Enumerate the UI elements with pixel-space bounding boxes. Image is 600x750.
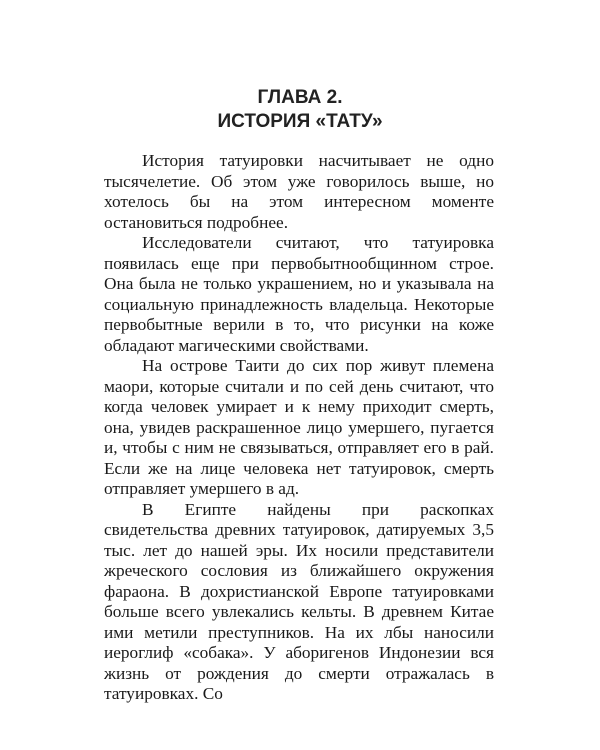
chapter-body	[104, 151, 494, 705]
chapter-title: ИСТОРИЯ «ТАТУ»	[217, 111, 383, 132]
chapter-heading	[0, 86, 600, 134]
chapter-number: ГЛАВА 2.	[257, 87, 343, 108]
paragraph: История татуировки насчитывает не одно тысячелетие. Об этом уже говорилось выше, но хотелось бы на этом интересном моменте остановиться подробнее.	[104, 151, 494, 232]
paragraph: Исследователи считают, что татуировка появилась еще при первобытнообщинном строе. Она была не только украшением, но и указывала на социальную принадлежность владельца. Некоторые первобытные верили в то, что рисунки на коже обладают магическими свойствами.	[104, 233, 494, 355]
paragraph: На острове Таити до сих пор живут племена маори, которые считали и по сей день считают, что когда человек умирает и к нему приходит смерть, она, увидев раскрашенное лицо умершего, пугается и, чтобы с ним не связываться, отправляет его в рай. Если же на лице человека нет татуировок, смерть отправляет умершего в ад.	[104, 356, 494, 498]
paragraph: В Египте найдены при раскопках свидетельства древних татуировок, датируемых 3,5 тыс. лет до нашей эры. Их носили представители жреческого сословия из ближайшего окружения фараона. В дохристианской Европе татуировками больше всего увлекались кельты. В древнем Китае ими метили преступников. На их лбы наносили иероглиф «собака». У аборигенов Индонезии вся жизнь от рождения до смерти отражалась в татуировках. Со	[104, 499, 494, 703]
